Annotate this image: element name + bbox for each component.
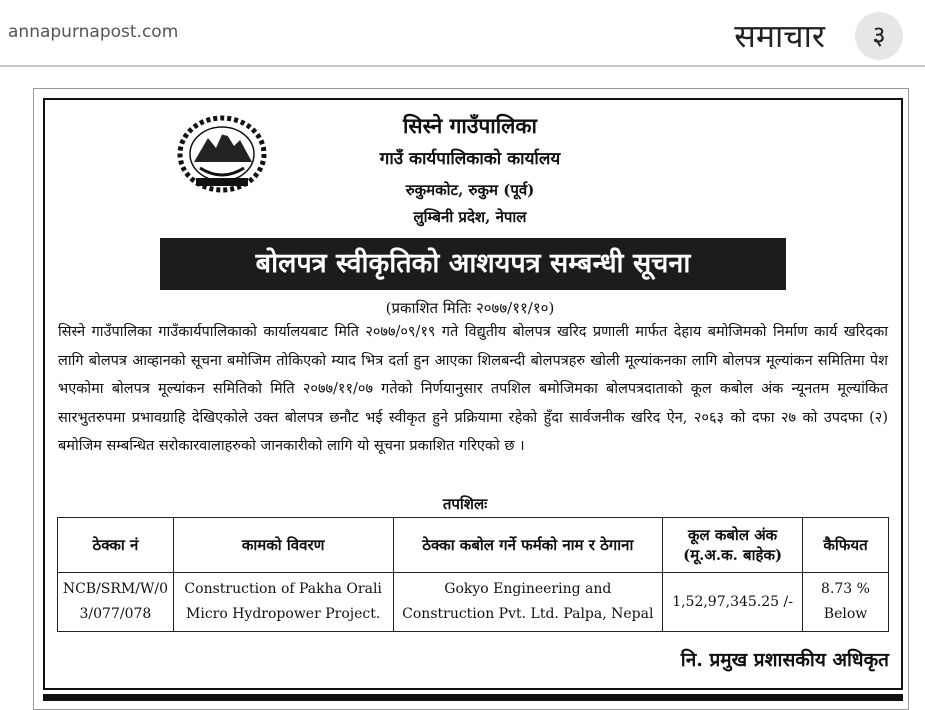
site-url[interactable]: annapurnapost.com (8, 22, 179, 42)
published-date: (प्रकाशित मितिः २०७७/११/१०) (385, 299, 555, 317)
org-name: सिस्ने गाउँपालिका (402, 113, 537, 138)
cell-contract-no: NCB/SRM/W/03/077/078 (58, 573, 174, 632)
address-line-2: लुम्बिनी प्रदेश, नेपाल (413, 208, 527, 226)
table-header-row (58, 518, 889, 573)
cell-amount: 1,52,97,345.25 /- (663, 573, 803, 632)
col-header-amount: कूल कबोल अंक (मू.अ.क. बाहेक) (663, 518, 803, 573)
table-row (58, 573, 889, 632)
notice-body: सिस्ने गाउँपालिका गाउँकार्यपालिकाको कार्यालयबाट मिति २०७७/०९/१९ गते विद्युतीय बोलपत्र खरिद प्रणाली मार्फत देहाय बमोजिमको निर्माण कार्य खरिदका लागि बोलपत्र आव्हानको सूचना बमोजिम तोकिएको म्याद भित्र दर्ता हुन आएका शिलबन्दी बोलपत्रहरु खोली मूल्यांकनका लागि बोलपत्र मूल्यांकन समितिमा पेश भएकोमा बोलपत्र मूल्यांकन समितिको मिति २०७७/११/०७ गतेको निर्णयानुसार तपशिल बमोजिमका बोलपत्रदाताको कूल कबोल अंक न्यूनतम मूल्यांकित सारभुतरुपमा प्रभावग्राहि देखिएकोले उक्त बोलपत्र छनौट भई स्वीकृत हुने प्रक्रियामा रहेको हुँदा सार्वजनीक खरिद ऐन, २०६३ को दफा २७ को उपदफा (२) बमोजिम सम्बन्धित सरोकारवालाहरुको जानकारीको लागि यो सूचना प्रकाशित गरिएको छ । (58, 324, 888, 454)
col-header-remarks: कैफियत (803, 518, 889, 573)
next-notice-border (43, 694, 903, 701)
header-divider (0, 65, 925, 67)
cell-description: Construction of Pakha Orali Micro Hydropower Project. (173, 573, 393, 632)
signatory: नि. प्रमुख प्रशासकीय अधिकृत (680, 649, 889, 671)
notice-title: बोलपत्र स्वीकृतिको आशयपत्र सम्बन्धी सूचना (160, 238, 786, 290)
address-line-1: रुकुमकोट, रुकुम (पूर्व) (405, 181, 535, 199)
bid-table (57, 517, 889, 632)
section-title: समाचार (734, 17, 825, 55)
office-name: गाउँ कार्यपालिकाको कार्यालय (379, 149, 561, 169)
page-number-badge: ३ (855, 12, 903, 60)
col-header-contract-no: ठेक्का नं (58, 518, 174, 573)
col-header-description: कामको विवरण (173, 518, 393, 573)
cell-firm: Gokyo Engineering and Construction Pvt. Ltd. Palpa, Nepal (393, 573, 663, 632)
cell-remarks: 8.73 % Below (803, 573, 889, 632)
col-header-firm: ठेक्का कबोल गर्ने फर्मको नाम र ठेगाना (393, 518, 663, 573)
tapsil-label: तपशिलः (442, 495, 488, 513)
